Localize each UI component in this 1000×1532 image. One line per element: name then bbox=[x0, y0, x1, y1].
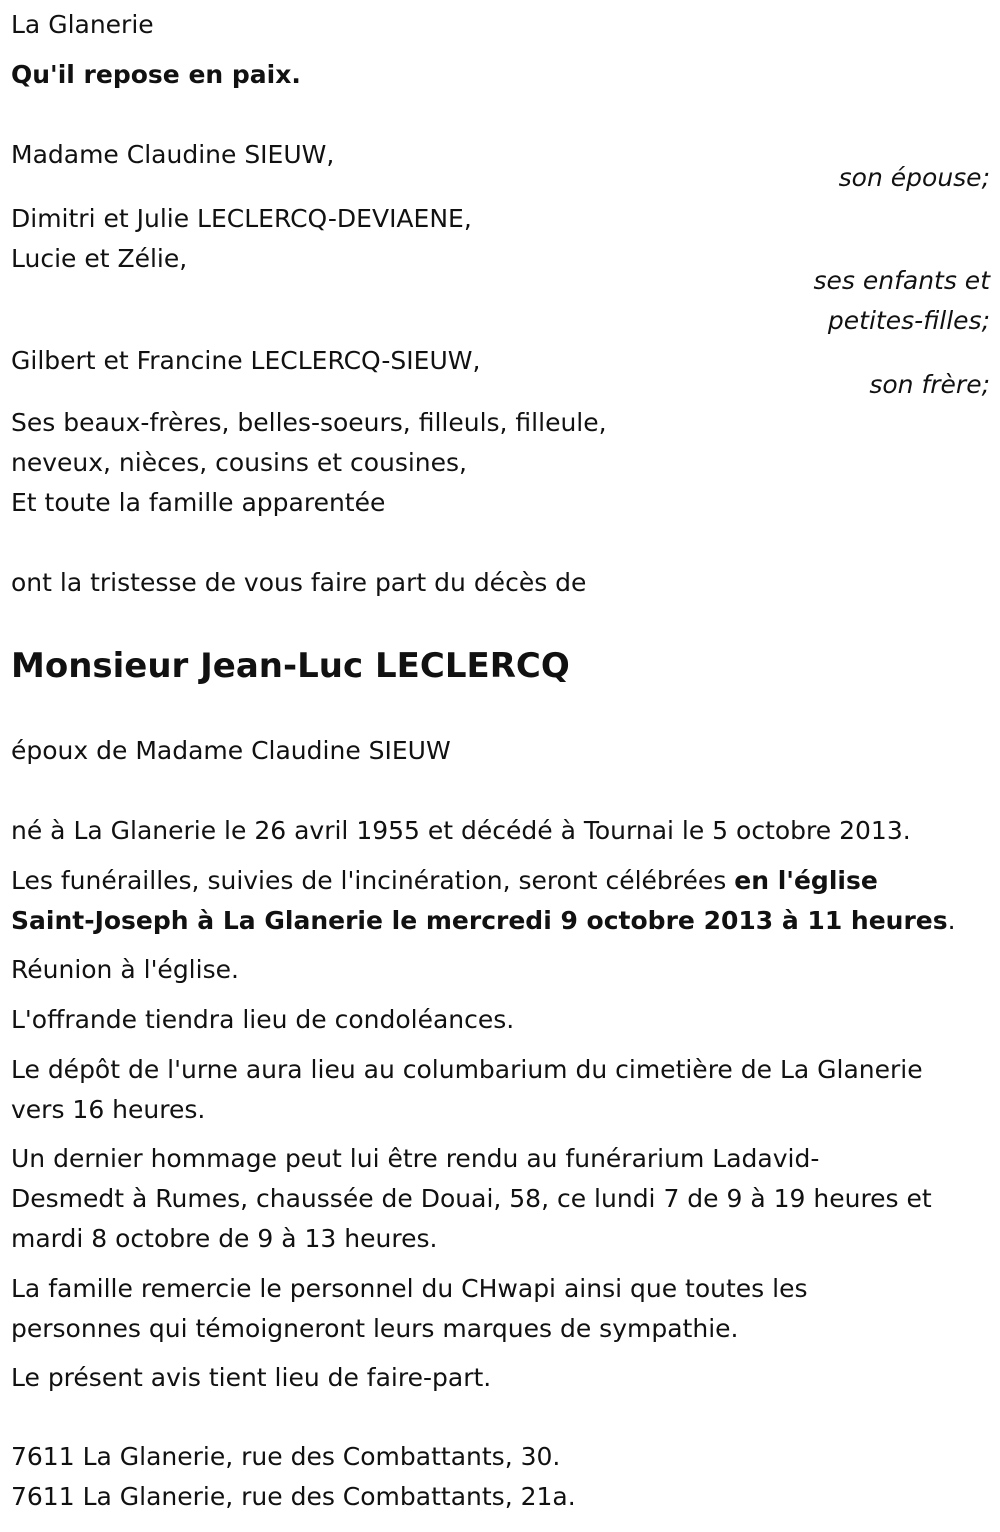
ceremony-line-2 bbox=[11, 901, 956, 941]
spouse-role: son épouse; bbox=[838, 163, 990, 192]
others-line-2: neveux, nièces, cousins et cousines, bbox=[11, 448, 468, 477]
children-line-1: Dimitri et Julie LECLERCQ-DEVIAENE, bbox=[11, 204, 472, 233]
ceremony-line-1 bbox=[11, 861, 878, 901]
motto: Qu'il repose en paix. bbox=[11, 60, 301, 89]
deceased-relation: époux de Madame Claudine SIEUW bbox=[11, 736, 451, 765]
offering: L'offrande tiendra lieu de condoléances. bbox=[11, 1005, 515, 1034]
spouse-name: Madame Claudine SIEUW, bbox=[11, 140, 335, 169]
brother-role: son frère; bbox=[869, 370, 990, 399]
children-role-line-1: ses enfants et bbox=[813, 266, 990, 295]
urn-line-2: vers 16 heures. bbox=[11, 1095, 206, 1124]
ceremony-church: en l'église bbox=[734, 866, 878, 895]
thanks-line-1: La famille remercie le personnel du CHwapi ainsi que toutes les bbox=[11, 1274, 808, 1303]
others-line-3: Et toute la famille apparentée bbox=[11, 488, 386, 517]
tribute-line-1: Un dernier hommage peut lui être rendu au funérarium Ladavid- bbox=[11, 1144, 820, 1173]
ceremony-intro: Les funérailles, suivies de l'incinération, seront célébrées bbox=[11, 866, 735, 895]
deceased-name: Monsieur Jean-Luc LECLERCQ bbox=[11, 646, 570, 686]
ceremony-end: . bbox=[947, 906, 956, 935]
tribute-line-3: mardi 8 octobre de 9 à 13 heures. bbox=[11, 1224, 438, 1253]
thanks-line-2: personnes qui témoigneront leurs marques de sympathie. bbox=[11, 1314, 739, 1343]
others-line-1: Ses beaux-frères, belles-soeurs, filleuls, filleule, bbox=[11, 408, 607, 437]
birth-death: né à La Glanerie le 26 avril 1955 et décédé à Tournai le 5 octobre 2013. bbox=[11, 816, 911, 845]
brother-name: Gilbert et Francine LECLERCQ-SIEUW, bbox=[11, 346, 481, 375]
urn-line-1: Le dépôt de l'urne aura lieu au columbarium du cimetière de La Glanerie bbox=[11, 1055, 923, 1084]
ceremony-location-date: Saint-Joseph à La Glanerie le mercredi 9 octobre 2013 à 11 heures bbox=[11, 906, 948, 935]
notice: Le présent avis tient lieu de faire-part. bbox=[11, 1363, 492, 1392]
meeting: Réunion à l'église. bbox=[11, 955, 239, 984]
address-1: 7611 La Glanerie, rue des Combattants, 30. bbox=[11, 1442, 561, 1471]
place-heading: La Glanerie bbox=[11, 10, 154, 39]
tribute-line-2: Desmedt à Rumes, chaussée de Douai, 58, ce lundi 7 de 9 à 19 heures et bbox=[11, 1184, 932, 1213]
children-role-line-2: petites-filles; bbox=[827, 306, 990, 335]
address-2: 7611 La Glanerie, rue des Combattants, 21a. bbox=[11, 1482, 576, 1511]
announcement: ont la tristesse de vous faire part du décès de bbox=[11, 568, 587, 597]
children-line-2: Lucie et Zélie, bbox=[11, 244, 188, 273]
